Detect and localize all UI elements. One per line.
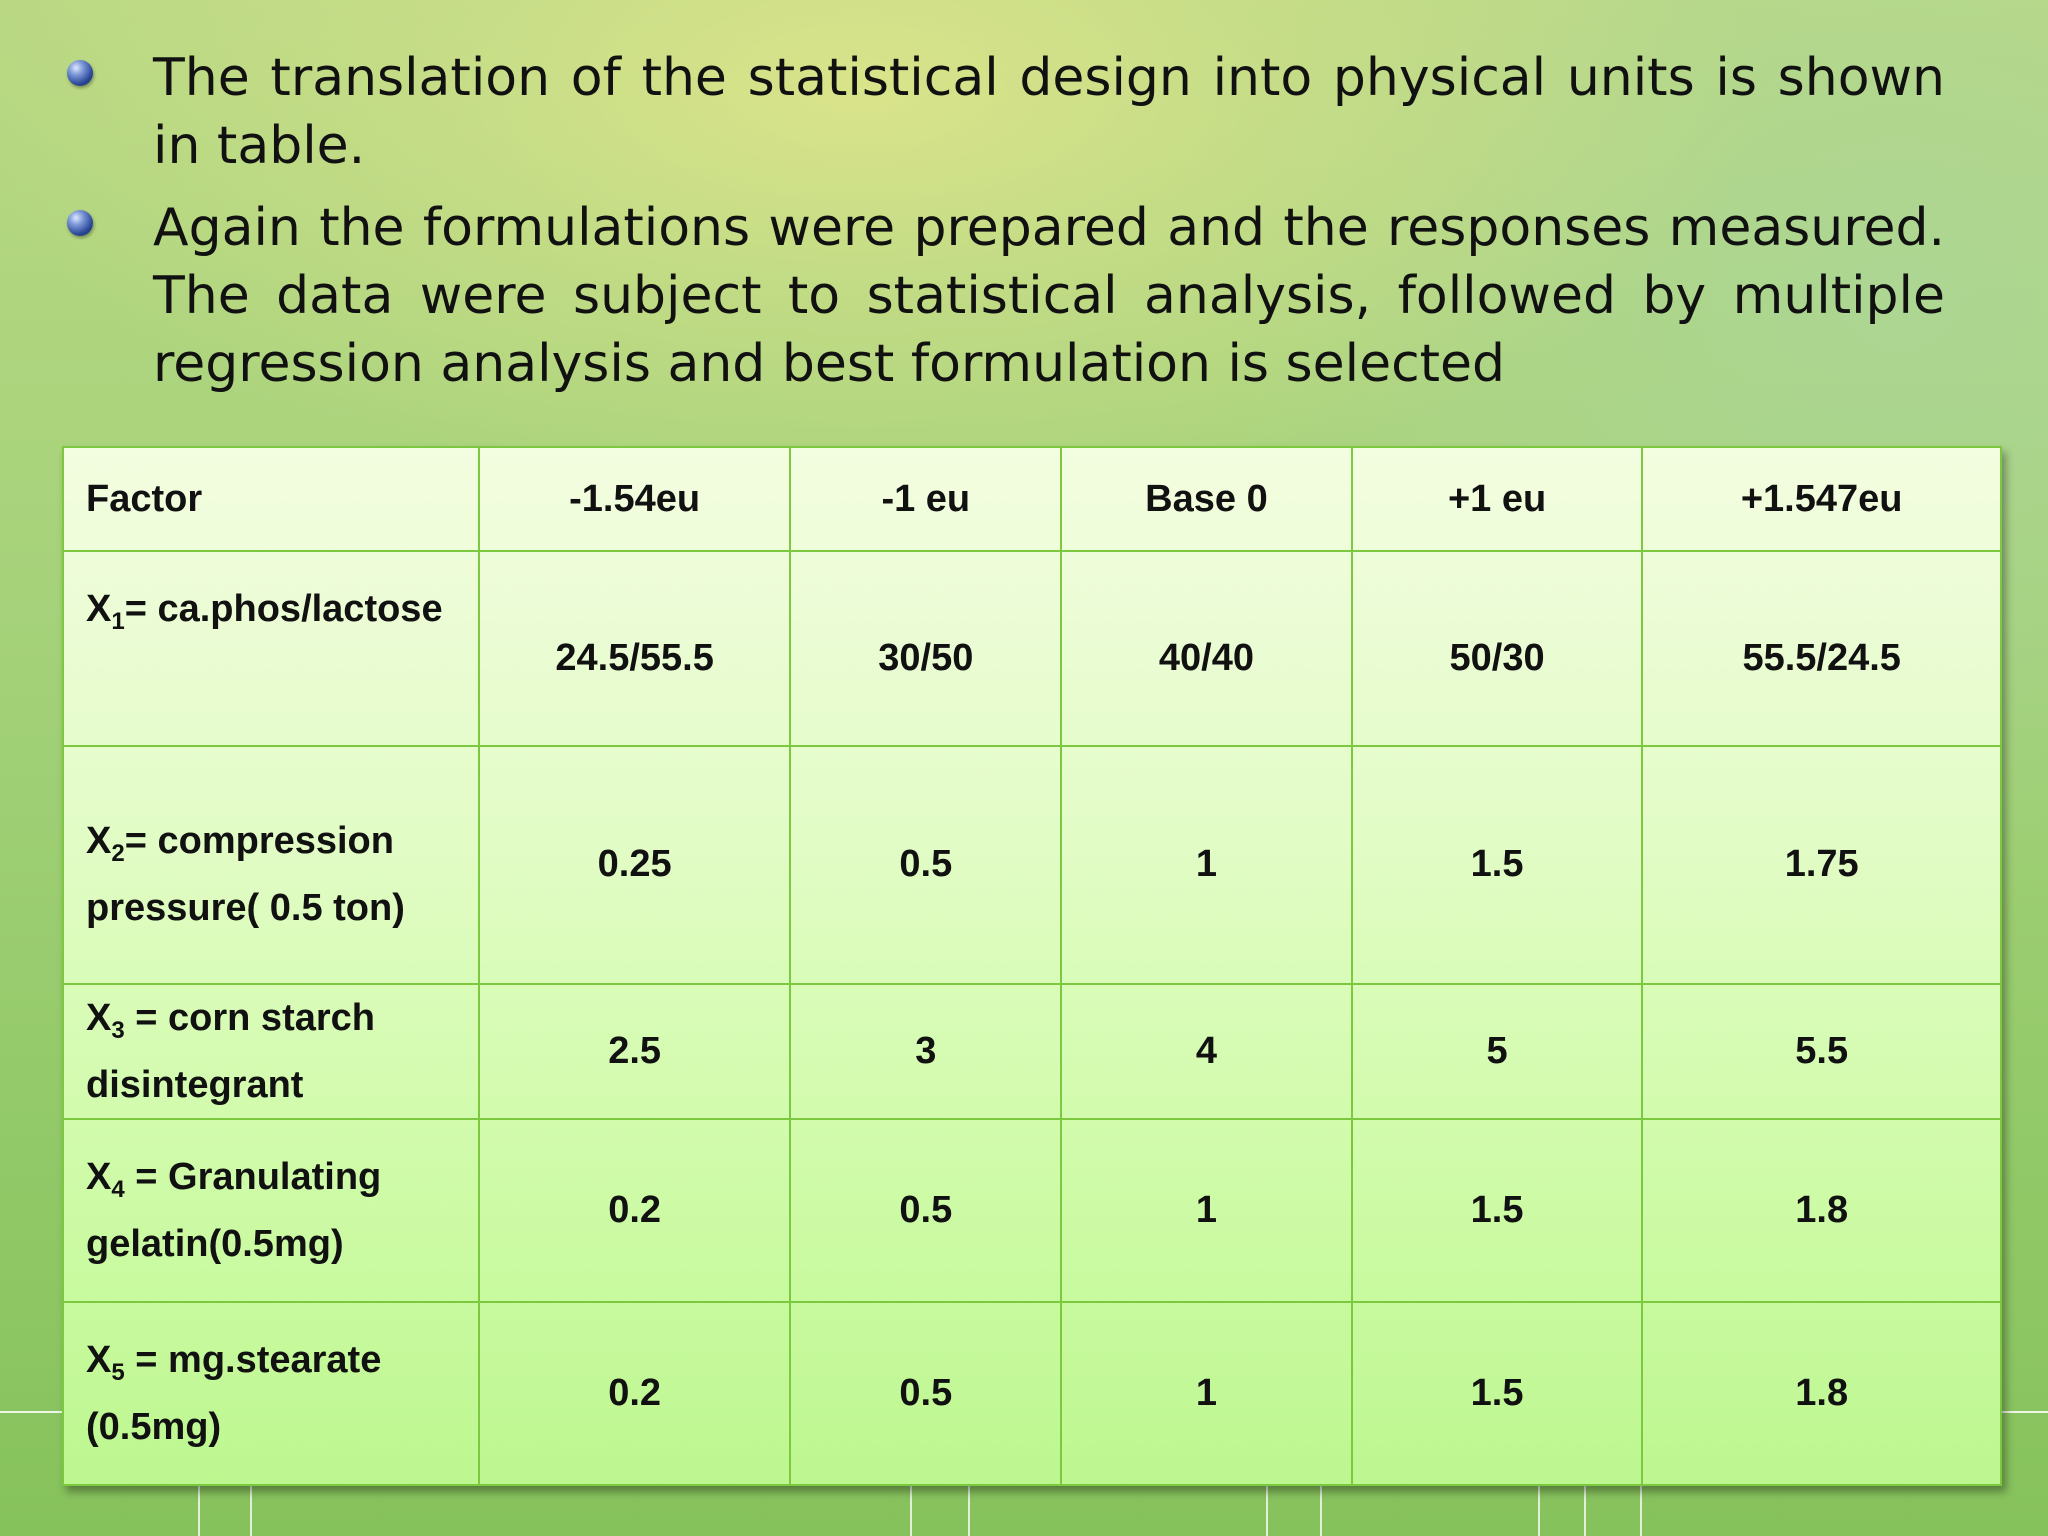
table-cell: 1.8 bbox=[1642, 1302, 2001, 1485]
decorative-line bbox=[198, 1484, 200, 1536]
decorative-line bbox=[1584, 1484, 1586, 1536]
decorative-line bbox=[1640, 1484, 1642, 1536]
factor-label-line1: = ca.phos/lactose bbox=[124, 588, 443, 631]
bullet-item bbox=[65, 194, 1945, 398]
table-cell: 5 bbox=[1352, 984, 1643, 1119]
factor-variable: X bbox=[86, 588, 112, 631]
table-cell: 1 bbox=[1061, 1302, 1352, 1485]
factor-label bbox=[63, 984, 479, 1119]
header-cell: Base 0 bbox=[1061, 447, 1352, 551]
header-cell: -1.54eu bbox=[479, 447, 791, 551]
table-cell: 1 bbox=[1061, 746, 1352, 984]
factor-subscript: 4 bbox=[111, 1175, 125, 1203]
header-cell: +1 eu bbox=[1352, 447, 1643, 551]
bullet-item bbox=[65, 44, 1945, 180]
factor-label bbox=[63, 551, 479, 745]
table-cell: 4 bbox=[1061, 984, 1352, 1119]
bullet-icon bbox=[67, 60, 93, 86]
table-cell: 1 bbox=[1061, 1119, 1352, 1301]
table-row bbox=[63, 551, 2001, 745]
header-cell: Factor bbox=[63, 447, 479, 551]
decorative-line bbox=[1996, 1411, 2048, 1413]
factor-variable: X bbox=[86, 1338, 112, 1381]
table-cell: 0.2 bbox=[479, 1119, 791, 1301]
factor-label-line1: = Granulating bbox=[124, 1155, 382, 1198]
table-row bbox=[63, 1119, 2001, 1301]
table-cell: 0.2 bbox=[479, 1302, 791, 1485]
factor-label-line2: gelatin(0.5mg) bbox=[86, 1222, 344, 1265]
decorative-line bbox=[1320, 1484, 1322, 1536]
factor-label-line2: disintegrant bbox=[86, 1064, 304, 1107]
factor-variable: X bbox=[86, 820, 112, 863]
table-row bbox=[63, 746, 2001, 984]
table-cell: 0.5 bbox=[790, 1302, 1061, 1485]
table-cell: 30/50 bbox=[790, 551, 1061, 745]
table-cell: 40/40 bbox=[1061, 551, 1352, 745]
decorative-line bbox=[968, 1484, 970, 1536]
factor-label bbox=[63, 746, 479, 984]
table-header-row bbox=[63, 447, 2001, 551]
factor-table bbox=[62, 446, 2002, 1486]
factor-label-line2: pressure( 0.5 ton) bbox=[86, 887, 405, 930]
table-cell: 55.5/24.5 bbox=[1642, 551, 2001, 745]
bullet-text: Again the formulations were prepared and the responses measured. The data were subject to statistical analysis, followed by multiple regression analysis and best formulation is selected bbox=[153, 198, 1945, 394]
factor-subscript: 5 bbox=[111, 1358, 125, 1386]
factor-label-line1: = mg.stearate bbox=[124, 1338, 382, 1381]
table-cell: 0.5 bbox=[790, 746, 1061, 984]
table-cell: 5.5 bbox=[1642, 984, 2001, 1119]
bullet-text: The translation of the statistical design into physical units is shown in table. bbox=[153, 48, 1945, 176]
factor-subscript: 3 bbox=[111, 1017, 125, 1045]
bullet-list bbox=[65, 44, 1945, 412]
factor-label-line1: = corn starch bbox=[124, 997, 375, 1040]
factor-subscript: 2 bbox=[111, 840, 125, 868]
table-row bbox=[63, 1302, 2001, 1485]
table-cell: 50/30 bbox=[1352, 551, 1643, 745]
decorative-line bbox=[1266, 1484, 1268, 1536]
table-cell: 1.8 bbox=[1642, 1119, 2001, 1301]
table-cell: 1.75 bbox=[1642, 746, 2001, 984]
bullet-icon bbox=[67, 210, 93, 236]
header-cell: +1.547eu bbox=[1642, 447, 2001, 551]
decorative-line bbox=[1538, 1484, 1540, 1536]
decorative-line bbox=[0, 1411, 66, 1413]
table-cell: 1.5 bbox=[1352, 1119, 1643, 1301]
table-cell: 1.5 bbox=[1352, 1302, 1643, 1485]
factor-subscript: 1 bbox=[111, 608, 125, 636]
decorative-line bbox=[910, 1484, 912, 1536]
table-row bbox=[63, 984, 2001, 1119]
table-cell: 1.5 bbox=[1352, 746, 1643, 984]
table-cell: 24.5/55.5 bbox=[479, 551, 791, 745]
table-cell: 2.5 bbox=[479, 984, 791, 1119]
factor-variable: X bbox=[86, 1155, 112, 1198]
factor-label-line1: = compression bbox=[124, 820, 394, 863]
factor-variable: X bbox=[86, 997, 112, 1040]
decorative-line bbox=[250, 1484, 252, 1536]
factor-label bbox=[63, 1119, 479, 1301]
table-cell: 0.5 bbox=[790, 1119, 1061, 1301]
header-cell: -1 eu bbox=[790, 447, 1061, 551]
table-cell: 0.25 bbox=[479, 746, 791, 984]
table-cell: 3 bbox=[790, 984, 1061, 1119]
factor-label bbox=[63, 1302, 479, 1485]
factor-label-line2: (0.5mg) bbox=[86, 1405, 222, 1448]
